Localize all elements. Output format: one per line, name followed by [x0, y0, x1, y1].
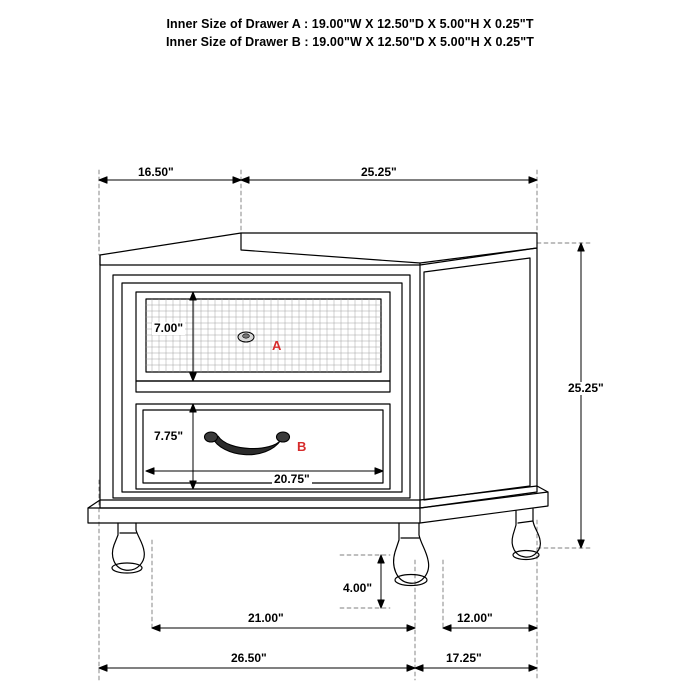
drawer-b-handle — [205, 432, 290, 455]
dim-right-height-label: 25.25" — [568, 381, 604, 395]
base-moulding-side — [420, 492, 548, 523]
leg-front-right — [394, 523, 429, 586]
header-line-2: Inner Size of Drawer B : 19.00"W X 12.50"D X 5.00"H X 0.25"T — [165, 35, 535, 49]
dim-bottom-depth-outer-label: 17.25" — [446, 651, 482, 665]
leg-back-right — [512, 509, 540, 560]
dim-leg-height-label: 4.00" — [343, 581, 373, 595]
leg-front-left — [112, 523, 144, 573]
drawer-b-panel — [143, 410, 383, 483]
dim-drawer-b-width-label: 20.75" — [274, 472, 310, 486]
drawer-a-rattan-texture — [146, 299, 381, 372]
drawer-a-tag: A — [272, 338, 282, 353]
base-moulding-front — [88, 508, 420, 523]
dim-bottom-depth-inner-label: 12.00" — [457, 611, 493, 625]
drawer-a-panel — [146, 299, 381, 372]
side-panel-inset — [424, 258, 530, 500]
dim-bottom-width-outer-label: 26.50" — [231, 651, 267, 665]
dim-drawer-a-height-label: 7.00" — [154, 321, 184, 335]
extension-lines — [99, 170, 590, 680]
drawer-b-front — [136, 404, 390, 489]
dim-bottom-width-inner-label: 21.00" — [248, 611, 284, 625]
header-line-1: Inner Size of Drawer A : 19.00"W X 12.50"D X 5.00"H X 0.25"T — [166, 17, 534, 31]
front-frame-outer — [113, 275, 410, 498]
front-frame-inner — [122, 283, 402, 492]
dim-drawer-b-height-label: 7.75" — [154, 429, 184, 443]
dim-top-left-label: 16.50" — [138, 165, 174, 179]
cabinet-top — [100, 233, 537, 265]
cabinet-right-face — [420, 248, 537, 508]
drawer-b-tag: B — [297, 439, 307, 454]
drawer-divider-rail — [136, 381, 390, 392]
drawer-a-front — [136, 292, 390, 381]
dim-top-right-label: 25.25" — [361, 165, 397, 179]
